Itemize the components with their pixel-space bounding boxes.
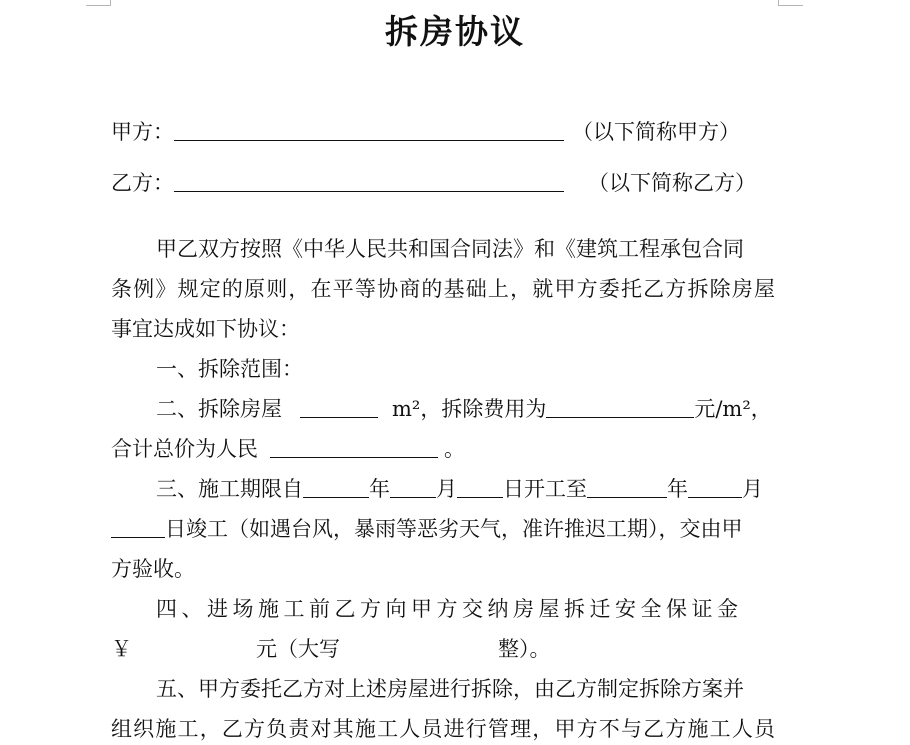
start-day-blank[interactable]	[457, 475, 503, 498]
clause-2-line-1	[156, 394, 826, 424]
clause-3-month2: 月	[742, 477, 763, 501]
clause-4-yuan: 元（大写	[256, 637, 340, 661]
clause-5-line-2: 组织施工，乙方负责对其施工人员进行管理，甲方不与乙方施工人员	[111, 717, 775, 741]
clause-4-end: 整）。	[498, 637, 551, 661]
intro-line-1: 甲乙双方按照《中华人民共和国合同法》和《建筑工程承包合同	[156, 237, 744, 261]
area-blank[interactable]	[300, 395, 378, 418]
end-year-blank[interactable]	[587, 475, 667, 498]
clause-2-line-2	[111, 434, 781, 464]
party-a-label: 甲方：	[111, 120, 174, 144]
end-day-blank[interactable]	[111, 515, 165, 538]
clause-4-line-1: 四、进场施工前乙方向甲方交纳房屋拆迁安全保证金	[156, 597, 743, 621]
party-a-blank[interactable]	[174, 118, 564, 141]
start-year-blank[interactable]	[303, 475, 369, 498]
currency-symbol: ￥	[111, 637, 132, 661]
party-b-label: 乙方：	[111, 171, 174, 195]
clause-3-line-3: 方验收。	[111, 557, 195, 581]
clause-4-line-2	[111, 634, 781, 664]
clause-3-day-end: 日竣工（如遇台风，暴雨等恶劣天气，准许推迟工期），交由甲	[165, 517, 743, 541]
clause-3-line-1	[156, 474, 826, 504]
clause-3-day-start: 日开工至	[503, 477, 587, 501]
party-b-blank[interactable]	[174, 169, 564, 192]
clause-2-prefix: 二、拆除房屋	[156, 397, 282, 421]
party-a-line	[111, 117, 781, 147]
unit-price-blank[interactable]	[546, 395, 694, 418]
intro-line-2: 条例》规定的原则，在平等协商的基础上，就甲方委托乙方拆除房屋	[111, 277, 775, 301]
clause-3-year2: 年	[667, 477, 688, 501]
start-month-blank[interactable]	[390, 475, 436, 498]
clause-1: 一、拆除范围：	[156, 357, 303, 381]
intro-line-3: 事宜达成如下协议：	[111, 317, 300, 341]
party-a-suffix: （以下简称甲方）	[572, 120, 740, 144]
end-month-blank[interactable]	[688, 475, 742, 498]
clause-2-line2-end: 。	[444, 437, 465, 461]
document-title: 拆房协议	[385, 12, 525, 51]
party-b-line	[111, 168, 781, 198]
clause-2-unit2: 元/m²，	[694, 397, 772, 421]
clause-5-line-1: 五、甲方委托乙方对上述房屋进行拆除，由乙方制定拆除方案并	[156, 677, 744, 701]
party-b-suffix: （以下简称乙方）	[588, 171, 756, 195]
clause-3-year1: 年	[369, 477, 390, 501]
clause-2-unit1: m²，拆除费用为	[392, 397, 547, 421]
clause-3-line-2	[111, 514, 781, 544]
clause-2-line2-prefix: 合计总价为人民	[111, 437, 258, 461]
clause-3-month1: 月	[436, 477, 457, 501]
clause-3-prefix: 三、施工期限自	[156, 477, 303, 501]
total-price-blank[interactable]	[270, 435, 438, 458]
